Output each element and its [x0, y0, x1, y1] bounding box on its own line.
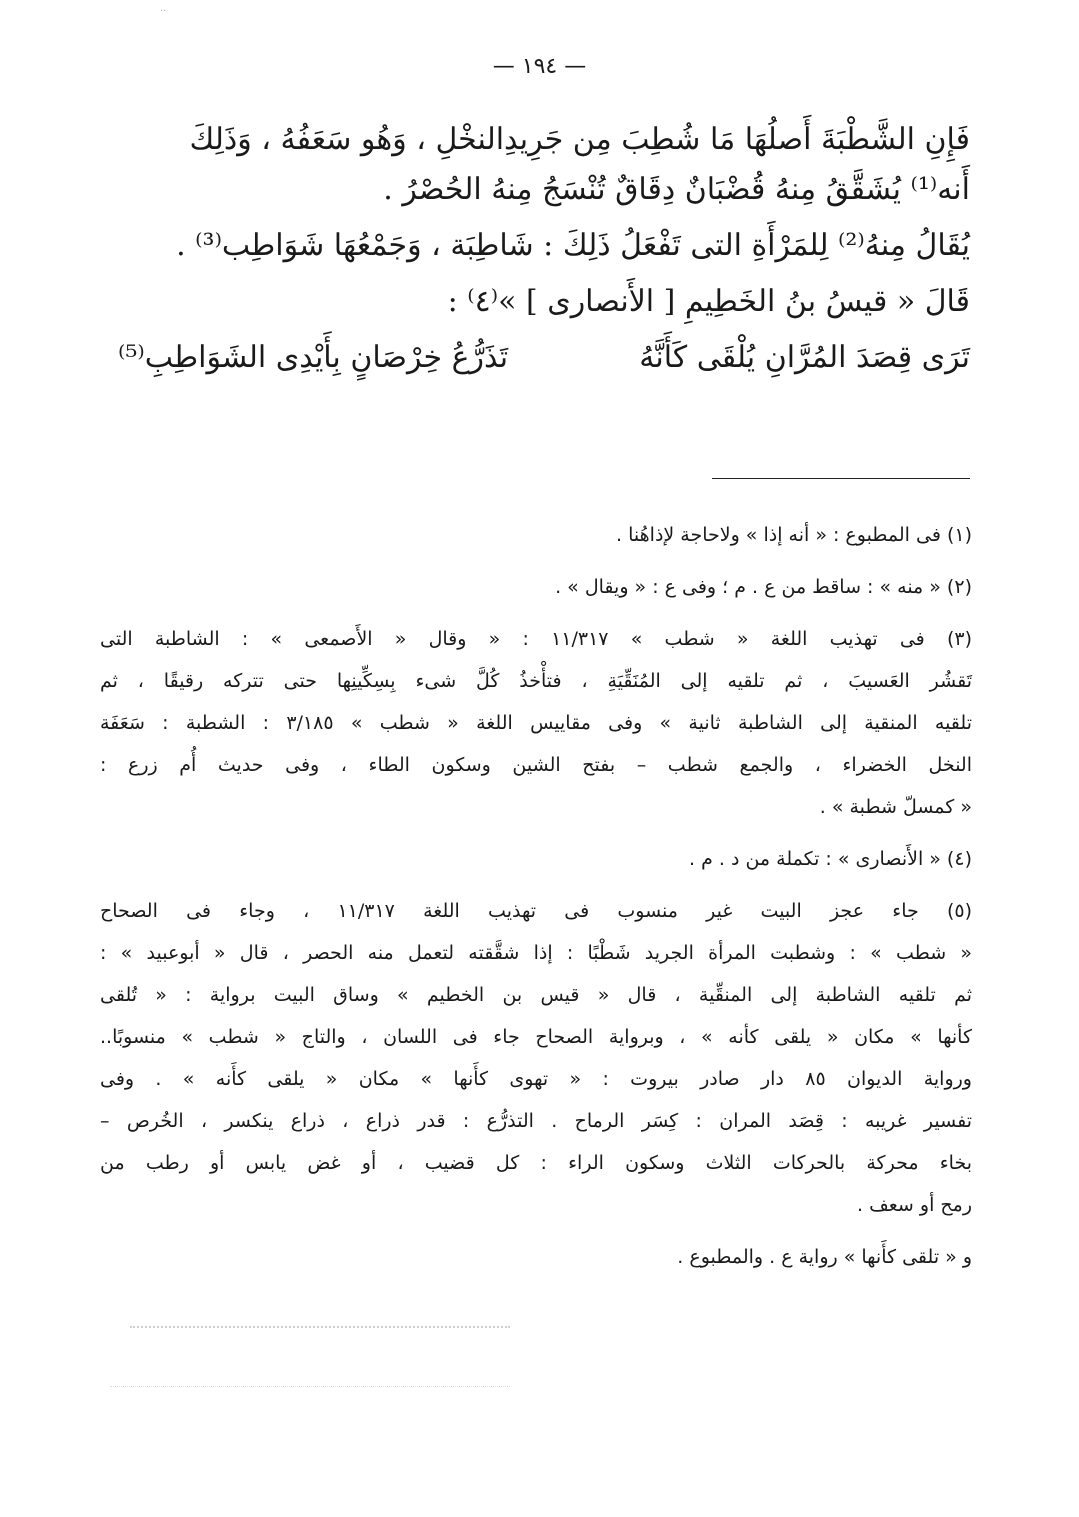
footnote-5-line-8: رمح أو سعف . — [857, 1194, 972, 1216]
verse-first-hemistich: تَرَى قِصَدَ المُرَّانِ يُلْقَى كَأَنَّهُ — [639, 340, 970, 375]
footnotes — [100, 508, 972, 1278]
footnote-5-line-7: بخاء محركة بالحركات الثلاث وسكون الراء : كل قضيب ، أو غض يابس أو رطب من — [100, 1152, 972, 1174]
main-line-3: يُقَالُ مِنهُ⁽²⁾ لِلمَرْأَةِ التى تَفْعَلُ ذَلِكَ : شَاطِبَة ، وَجَمْعُهَا شَوَاطِب⁽³⁾ . — [176, 228, 970, 263]
scan-speck: ·· — [160, 6, 167, 17]
footnote-1: (١) فى المطبوع : « أنه إذا » ولاحاجة لإذاهُنا . — [616, 524, 972, 546]
scan-artifact — [130, 1326, 510, 1340]
footnote-3-line-3: تلقيه المنقية إلى الشاطبة ثانية » وفى مقاييس اللغة « شطب » ٣/١٨٥ : الشطبة : سَعَفَة — [100, 712, 973, 734]
verse-second-hemistich: تَذَرُّعُ خِرْصَانٍ بِأَيْدِى الشَوَاطِبِ⁽⁵⁾ — [118, 340, 509, 375]
footnote-5-line-1: (٥) جاء عجز البيت غير منسوب فى تهذيب اللغة ١١/٣١٧ ، وجاء فى الصحاح — [100, 900, 972, 922]
footnote-3-line-5: « كمسلّ شطبة » . — [819, 796, 972, 818]
scan-artifact-2 — [110, 1386, 510, 1397]
main-line-1: فَإِنِ الشَّطْبَةَ أَصلُهَا مَا شُطِبَ مِن جَرِيدِالنخْلِ ، وَهُو سَعَفُهُ ، وَذَلِكَ — [189, 122, 970, 157]
footnote-3-line-4: النخل الخضراء ، والجمع شطب – بفتح الشين وسكون الطاء ، وفى حديث أُم زرع : — [100, 754, 972, 776]
footnote-5-line-5: ورواية الديوان ٨٥ دار صادر بيروت : « تهوى كأَنها » مكان « يلقى كأَنه » . وفى — [100, 1068, 972, 1090]
footnote-divider — [712, 478, 970, 479]
main-line-2: أَنه⁽¹⁾ يُشَقَّقُ مِنهُ قُضْبَانٌ دِقَاقٌ تُنْسَجُ مِنهُ الحُصْرُ . — [383, 172, 970, 207]
footnote-5-line-3: ثم تلقيه الشاطبة إلى المنقِّية ، قال « قيس بن الخطيم » وساق البيت برواية : « تُلقى — [100, 984, 972, 1006]
page-number: — ١٩٤ — — [492, 54, 587, 79]
footnote-5-line-9: و « تلقى كأَنها » رواية ع . والمطبوع . — [677, 1246, 972, 1268]
main-text — [118, 108, 970, 380]
footnote-5-line-6: تفسير غريبه : قِصَد المران : كِسَر الرماح . التذرُّع : قدر ذراع ، ذراع ينكسر ، الخُرص – — [100, 1110, 972, 1132]
footnote-3-line-2: تَقشُر العَسيبَ ، ثم تلقيه إلى المُنَقِّيَةِ ، فتأْخذُ كُلَّ شىء بِسِكِّينِها حتى تتركه رقيقًا ، ثم — [100, 670, 972, 692]
poetry-verse — [118, 336, 970, 380]
main-line-4: قَالَ « قيسُ بنُ الخَطِيمِ [ الأَنصارى ] »⁽٤⁾ : — [447, 284, 970, 319]
footnote-5-line-4: كأنها » مكان « يلقى كأنه » ، وبرواية الصحاح جاء فى اللسان ، والتاج « شطب » منسوبًا.. — [100, 1026, 972, 1048]
footnote-5-line-2: « شطب » : وشطبت المرأة الجريد شَطْبًا : إذا شقَّقته لتعمل منه الحصر ، قال « أبوعبيد » : — [100, 942, 972, 964]
footnote-2: (٢) « منه » : ساقط من ع . م ؛ وفى ع : « ويقال » . — [555, 576, 972, 598]
footnote-3-line-1: (٣) فى تهذيب اللغة « شطب » ١١/٣١٧ : « وقال « الأَصمعى » : الشاطبة التى — [100, 628, 972, 650]
footnote-4: (٤) « الأَنصارى » : تكملة من د . م . — [688, 848, 972, 870]
